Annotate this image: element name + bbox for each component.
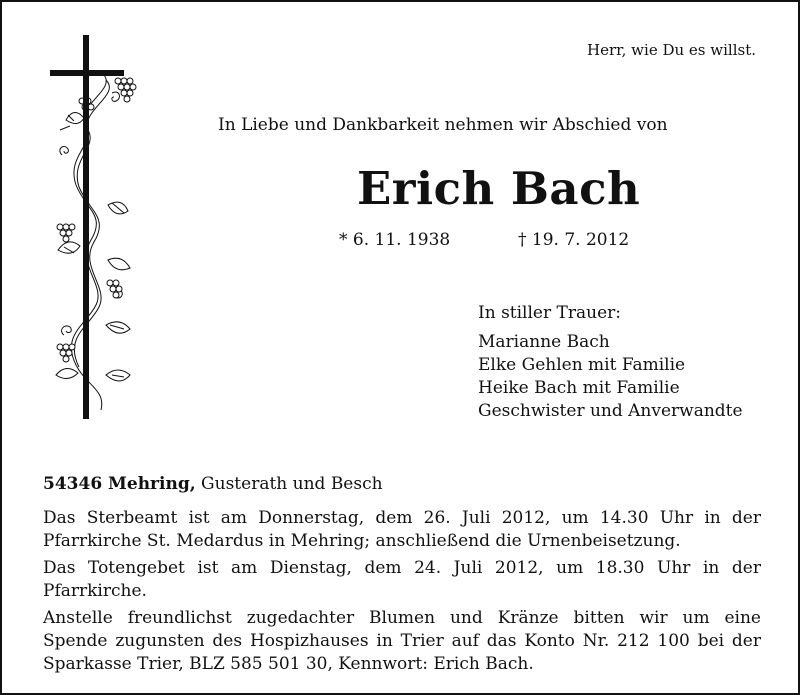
cross-with-grapevine-icon	[46, 35, 142, 419]
mourner-name: Geschwister und Anverwandte	[478, 401, 743, 421]
intro-text: In Liebe und Dankbarkeit nehmen wir Abschied von	[218, 115, 668, 135]
donation-paragraph	[43, 607, 761, 676]
paragraph-line: Pfarrkirche St. Medardus in Mehring; anschließend die Urnenbeisetzung.	[43, 531, 681, 551]
paragraph-line: Spende zugunsten des Hospizhauses in Trier auf das Konto Nr. 212 100 bei der	[43, 631, 761, 651]
death-date: † 19. 7. 2012	[518, 230, 630, 250]
prayer-paragraph	[43, 557, 761, 603]
paragraph-line: Anstelle freundlichst zugedachter Blumen und Kränze bitten wir um eine	[43, 608, 761, 628]
location-villages: Gusterath und Besch	[195, 474, 383, 494]
mourning-label: In stiller Trauer:	[478, 303, 621, 323]
location-postal-city: 54346 Mehring,	[43, 474, 196, 494]
motto-text: Herr, wie Du es willst.	[587, 41, 756, 59]
paragraph-line: Das Totengebet ist am Dienstag, dem 24. Juli 2012, um 18.30 Uhr in der	[43, 558, 761, 578]
mourner-name: Marianne Bach	[478, 332, 610, 352]
mourner-name: Heike Bach mit Familie	[478, 378, 680, 398]
paragraph-line: Das Sterbeamt ist am Donnerstag, dem 26. Juli 2012, um 14.30 Uhr in der	[43, 508, 761, 528]
paragraph-line: Pfarrkirche.	[43, 581, 147, 601]
birth-date: * 6. 11. 1938	[339, 230, 451, 250]
mourner-name: Elke Gehlen mit Familie	[478, 355, 686, 375]
paragraph-line: Sparkasse Trier, BLZ 585 501 30, Kennwort: Erich Bach.	[43, 654, 534, 674]
deceased-name: Erich Bach	[357, 162, 641, 215]
location-line	[43, 474, 383, 494]
funeral-mass-paragraph	[43, 507, 761, 553]
